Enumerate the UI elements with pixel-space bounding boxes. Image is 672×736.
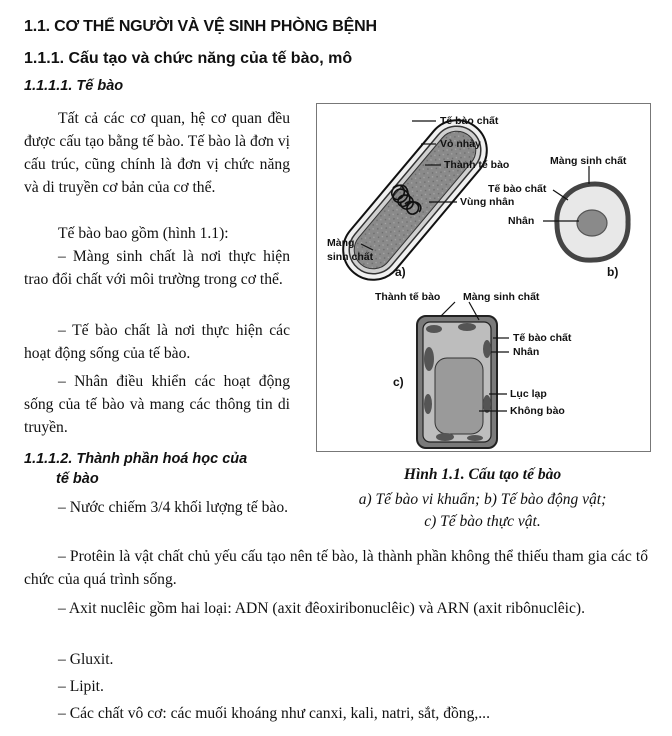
- paragraph-lipid: – Lipit.: [58, 678, 104, 695]
- section-heading: 1.1. CƠ THỂ NGƯỜI VÀ VỆ SINH PHÒNG BỆNH: [24, 18, 377, 35]
- label-b: b): [607, 265, 619, 279]
- paragraph-inorganic: – Các chất vô cơ: các muối khoáng như canxi, kali, natri, sắt, đồng,...: [58, 705, 490, 722]
- subsubsection-heading-chemistry: 1.1.1.2. Thành phần hoá học của: [24, 451, 248, 467]
- paragraph-nucleus: – Nhân điều khiển các hoạt động sống của tế bào và mang các thông tin di truyền.: [24, 373, 290, 436]
- label-a-cell-wall: Thành tế bào: [444, 159, 510, 171]
- paragraph-water: – Nước chiếm 3/4 khối lượng tế bào.: [58, 499, 289, 516]
- subsubsection-heading-chemistry-cont: tế bào: [56, 471, 99, 487]
- label-b-membrane: Màng sinh chất: [550, 155, 627, 167]
- label-b-cytoplasm: Tế bào chất: [488, 183, 547, 195]
- figure-caption-title: Hình 1.1. Cấu tạo tế bào: [403, 466, 562, 483]
- label-c-membrane: Màng sinh chất: [463, 291, 540, 303]
- cell-diagram: [317, 104, 650, 451]
- label-a: a): [395, 265, 406, 279]
- label-a-cytoplasm: Tế bào chất: [440, 115, 499, 127]
- label-a-nucleoid: Vùng nhân: [460, 196, 515, 208]
- label-a-capsule: Vỏ nhày: [440, 138, 481, 150]
- label-c-nucleus: Nhân: [513, 346, 540, 358]
- paragraph-cell-intro: Tất cả các cơ quan, hệ cơ quan đều được cấu tạo bằng tế bào. Tế bào là đơn vị cấu trúc, cũng chính là đơn vị chức năng và di truyền cơ bản của cơ thể.: [24, 110, 290, 196]
- label-c-cytoplasm: Tế bào chất: [513, 332, 572, 344]
- subsubsection-heading-cell: 1.1.1.1. Tế bào: [24, 78, 124, 94]
- paragraph-carbohydrate: – Gluxit.: [58, 651, 114, 668]
- paragraph-cell-components: Tế bào bao gồm (hình 1.1):: [58, 225, 229, 242]
- paragraph-nucleic-acid: – Axit nuclêic gồm hai loại: ADN (axit đêoxiribonuclêic) và ARN (axit ribônuclêic).: [58, 600, 586, 617]
- figure-cell-structure: [316, 103, 651, 452]
- label-b-nucleus: Nhân: [508, 215, 535, 227]
- label-c-chloroplast: Lục lạp: [510, 388, 547, 400]
- paragraph-protein: – Protêin là vật chất chủ yếu cấu tạo nên tế bào, là thành phần không thể thiếu tham gia các tổ chức của quá trình sống.: [24, 548, 648, 588]
- paragraph-membrane: – Màng sinh chất là nơi thực hiện trao đổi chất với môi trường trong cơ thể.: [24, 248, 290, 288]
- paragraph-cytoplasm: – Tế bào chất là nơi thực hiện các hoạt động sống của tế bào.: [24, 322, 290, 362]
- label-a-membrane: Màng: [327, 237, 355, 249]
- figure-caption-line2: c) Tế bào thực vật.: [424, 513, 541, 530]
- subsection-heading: 1.1.1. Cấu tạo và chức năng của tế bào, mô: [24, 50, 353, 67]
- label-c-vacuole: Không bào: [510, 405, 565, 417]
- figure-caption-line1: a) Tế bào vi khuẩn; b) Tế bào động vật;: [358, 491, 607, 508]
- label-a-membrane-cont: sinh chất: [327, 251, 374, 263]
- label-c: c): [393, 375, 404, 389]
- label-c-cell-wall: Thành tế bào: [375, 291, 441, 303]
